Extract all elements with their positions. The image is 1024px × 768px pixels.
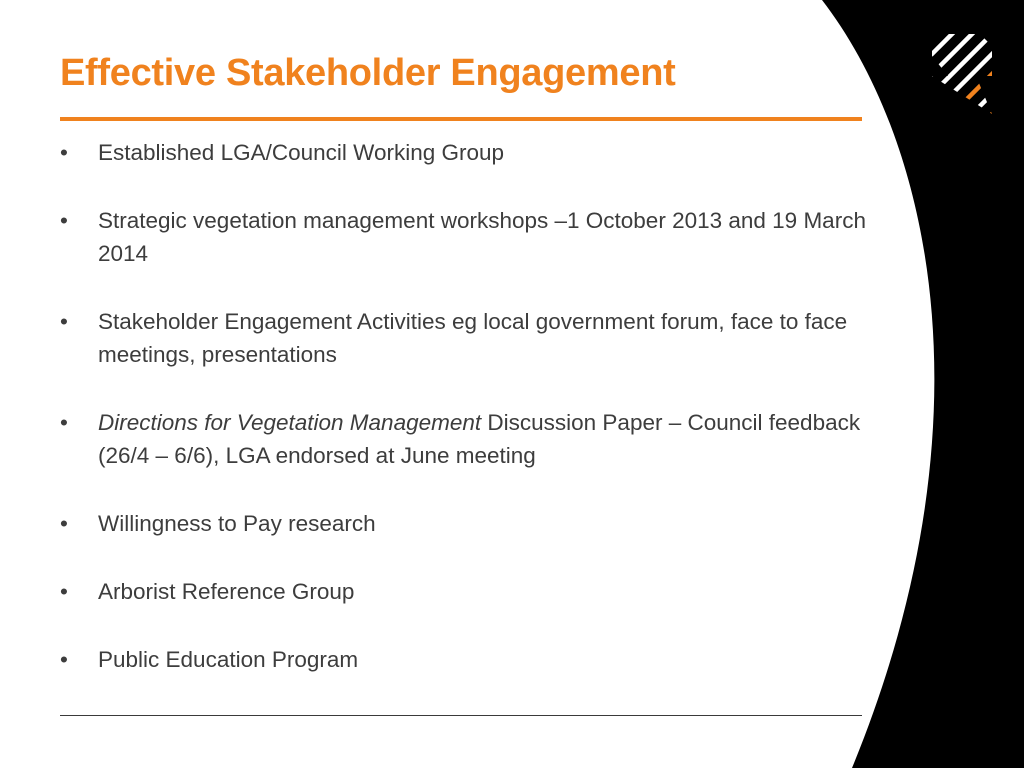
bottom-divider <box>60 715 862 716</box>
bullet-text: Strategic vegetation management workshops –1 October 2013 and 19 March 2014 <box>98 208 866 266</box>
bullet-item <box>60 643 880 676</box>
bullet-dot: • <box>60 410 68 435</box>
bullet-item <box>60 204 880 270</box>
bullet-item <box>60 575 880 608</box>
bullet-item <box>60 406 880 472</box>
striped-lightning-logo-icon <box>926 30 996 116</box>
bullet-italic-title: Directions for Vegetation Management <box>98 410 482 435</box>
bullet-item <box>60 136 880 169</box>
title-underline <box>60 117 862 121</box>
bullet-text: Stakeholder Engagement Activities eg local government forum, face to face meetings, presentations <box>98 309 848 367</box>
bullet-dot: • <box>60 511 68 536</box>
bullet-dot: • <box>60 309 68 334</box>
bullet-list <box>60 136 880 676</box>
bullet-dot: • <box>60 140 68 165</box>
bullet-text: Arborist Reference Group <box>98 579 355 604</box>
bullet-text: Established LGA/Council Working Group <box>98 140 505 165</box>
slide-title: Effective Stakeholder Engagement <box>60 52 676 94</box>
bullet-dot: • <box>60 647 68 672</box>
bullet-text: Discussion Paper – Council feedback (26/4 – 6/6), LGA endorsed at June meeting <box>98 410 861 468</box>
bullet-dot: • <box>60 208 68 233</box>
bullet-dot: • <box>60 579 68 604</box>
bullet-text: Public Education Program <box>98 647 359 672</box>
bullet-item <box>60 507 880 540</box>
bullet-text: Willingness to Pay research <box>98 511 376 536</box>
bullet-item <box>60 305 880 371</box>
